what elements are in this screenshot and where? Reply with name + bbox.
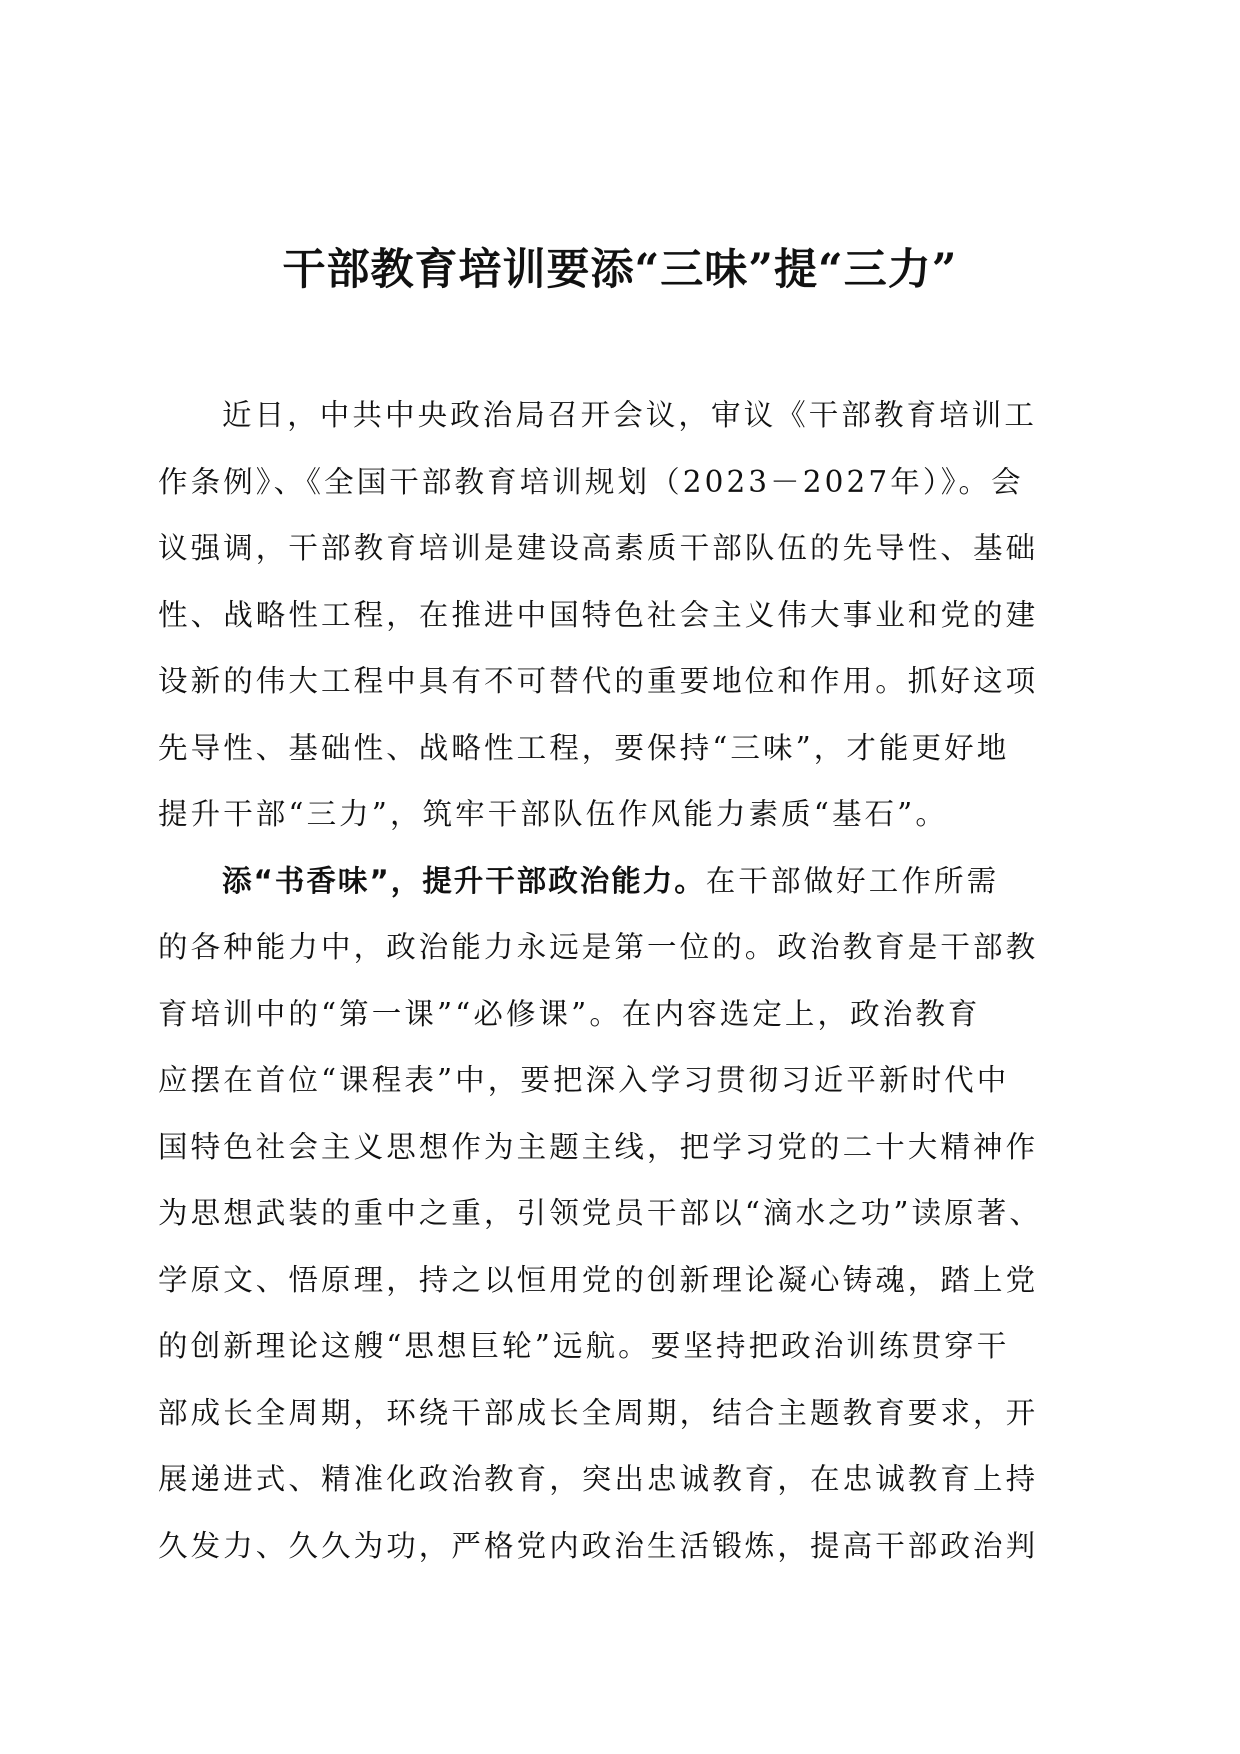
text-line: 先导性、基础性、战略性工程，要保持“三味”，才能更好地 bbox=[158, 730, 1010, 765]
paragraph-intro bbox=[158, 382, 1092, 848]
document-title: 干部教育培训要添“三味”提“三力” bbox=[282, 245, 958, 295]
text-line-rest: 在干部做好工作所需 bbox=[705, 863, 1000, 898]
text-line: 提升干部“三力”，筑牢干部队伍作风能力素质“基石”。 bbox=[158, 797, 948, 831]
text-line: 学原文、悟原理，持之以恒用党的创新理论凝心铸魂，踏上党 bbox=[158, 1262, 1039, 1297]
document-body bbox=[158, 382, 1092, 1579]
text-line: 的创新理论这艘“思想巨轮”远航。要坚持把政治训练贯穿干 bbox=[158, 1329, 1010, 1363]
text-line: 设新的伟大工程中具有不可替代的重要地位和作用。抓好这项 bbox=[158, 664, 1039, 698]
text-line: 议强调，干部教育培训是建设高素质干部队伍的先导性、基础 bbox=[158, 531, 1039, 565]
text-line: 展递进式、精准化政治教育，突出忠诚教育，在忠诚教育上持 bbox=[158, 1462, 1039, 1496]
text-line: 应摆在首位“课程表”中，要把深入学习贯彻习近平新时代中 bbox=[158, 1063, 1010, 1097]
text-line: 性、战略性工程，在推进中国特色社会主义伟大事业和党的建 bbox=[158, 597, 1039, 632]
text-line: 为思想武装的重中之重，引领党员干部以“滴水之功”读原著、 bbox=[158, 1196, 1042, 1230]
text-line: 久发力、久久为功，严格党内政治生活锻炼，提高干部政治判 bbox=[158, 1528, 1039, 1563]
text-line: 的各种能力中，政治能力永远是第一位的。政治教育是干部教 bbox=[158, 930, 1039, 964]
text-line bbox=[158, 848, 1092, 915]
section-lead-heading: 添“书香味”，提升干部政治能力。 bbox=[222, 863, 706, 898]
text-line: 国特色社会主义思想作为主题主线，把学习党的二十大精神作 bbox=[158, 1129, 1039, 1164]
text-line: 近日，中共中央政治局召开会议，审议《干部教育培训工 bbox=[222, 398, 1038, 432]
text-line: 作条例》、《全国干部教育培训规划（2023－2027年）》。会 bbox=[158, 464, 1024, 499]
text-line: 部成长全周期，环绕干部成长全周期，结合主题教育要求，开 bbox=[158, 1395, 1039, 1430]
text-line: 育培训中的“第一课”“必修课”。在内容选定上，政治教育 bbox=[158, 996, 981, 1031]
paragraph-political-ability bbox=[158, 848, 1092, 1580]
